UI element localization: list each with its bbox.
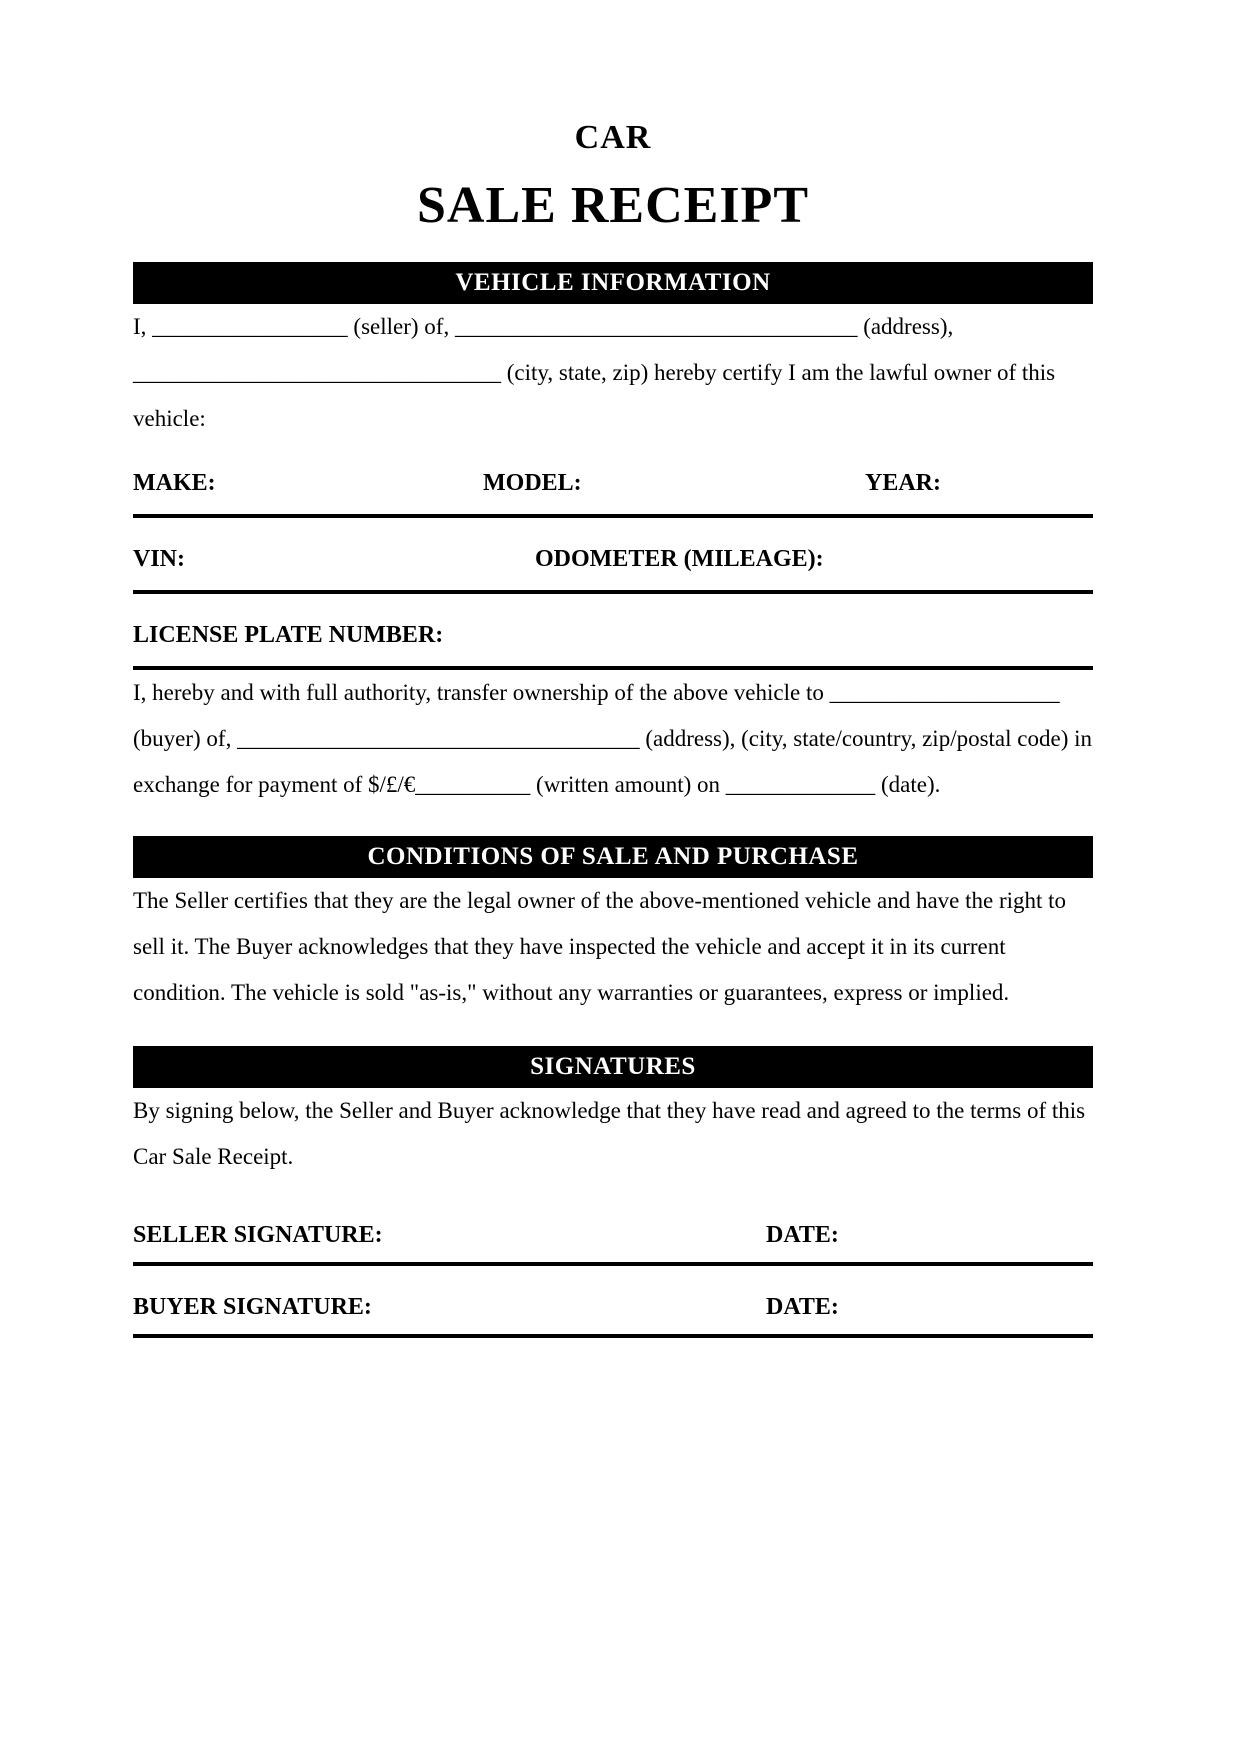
seller-signature-row (133, 1180, 1093, 1266)
document-title-line2: SALE RECEIPT (417, 177, 809, 234)
vin-field-label: VIN: (133, 546, 185, 572)
section-header-vehicle-information: VEHICLE INFORMATION (133, 262, 1093, 304)
seller-signature-label: SELLER SIGNATURE: (133, 1222, 383, 1248)
buyer-signature-row (133, 1266, 1093, 1338)
signatures-acknowledgement-paragraph: By signing below, the Seller and Buyer acknowledge that they have read and agreed to the terms of this Car Sale Receipt. (133, 1098, 1086, 1169)
model-field-label: MODEL: (483, 470, 582, 496)
buyer-date-label: DATE: (766, 1294, 839, 1320)
conditions-of-sale-paragraph: The Seller certifies that they are the legal owner of the above-mentioned vehicle and have the right to sell it. The Buyer acknowledges that they have inspected the vehicle and accept it in its current condition. The vehicle is sold "as-is," without any warranties or guarantees, express or implied. (133, 888, 1067, 1005)
ownership-transfer-paragraph: I, hereby and with full authority, transfer ownership of the above vehicle to ____________________ (buyer) of, ___________________________________ (address), (city, state/country, zip/postal code) in exchange for payment of $/£/€__________ (written amount) on _____________ (date). (133, 680, 1092, 797)
license-plate-field-row (133, 594, 1093, 670)
section-header-conditions-of-sale: CONDITIONS OF SALE AND PURCHASE (133, 836, 1093, 878)
odometer-field-label: ODOMETER (MILEAGE): (535, 546, 824, 572)
section-header-signatures: SIGNATURES (133, 1046, 1093, 1088)
document-title-line1: CAR (574, 119, 652, 156)
seller-certification-paragraph: I, _________________ (seller) of, ___________________________________ (address), ________________________________ (city, state, zip) hereby certify I am the lawful owner of this vehicle: (133, 314, 1056, 431)
seller-date-label: DATE: (766, 1222, 839, 1248)
year-field-label: YEAR: (865, 470, 941, 496)
make-field-label: MAKE: (133, 470, 216, 496)
vin-odometer-field-row (133, 518, 1093, 594)
buyer-signature-label: BUYER SIGNATURE: (133, 1294, 372, 1320)
make-model-year-field-row (133, 442, 1093, 518)
license-plate-field-label: LICENSE PLATE NUMBER: (133, 622, 444, 648)
